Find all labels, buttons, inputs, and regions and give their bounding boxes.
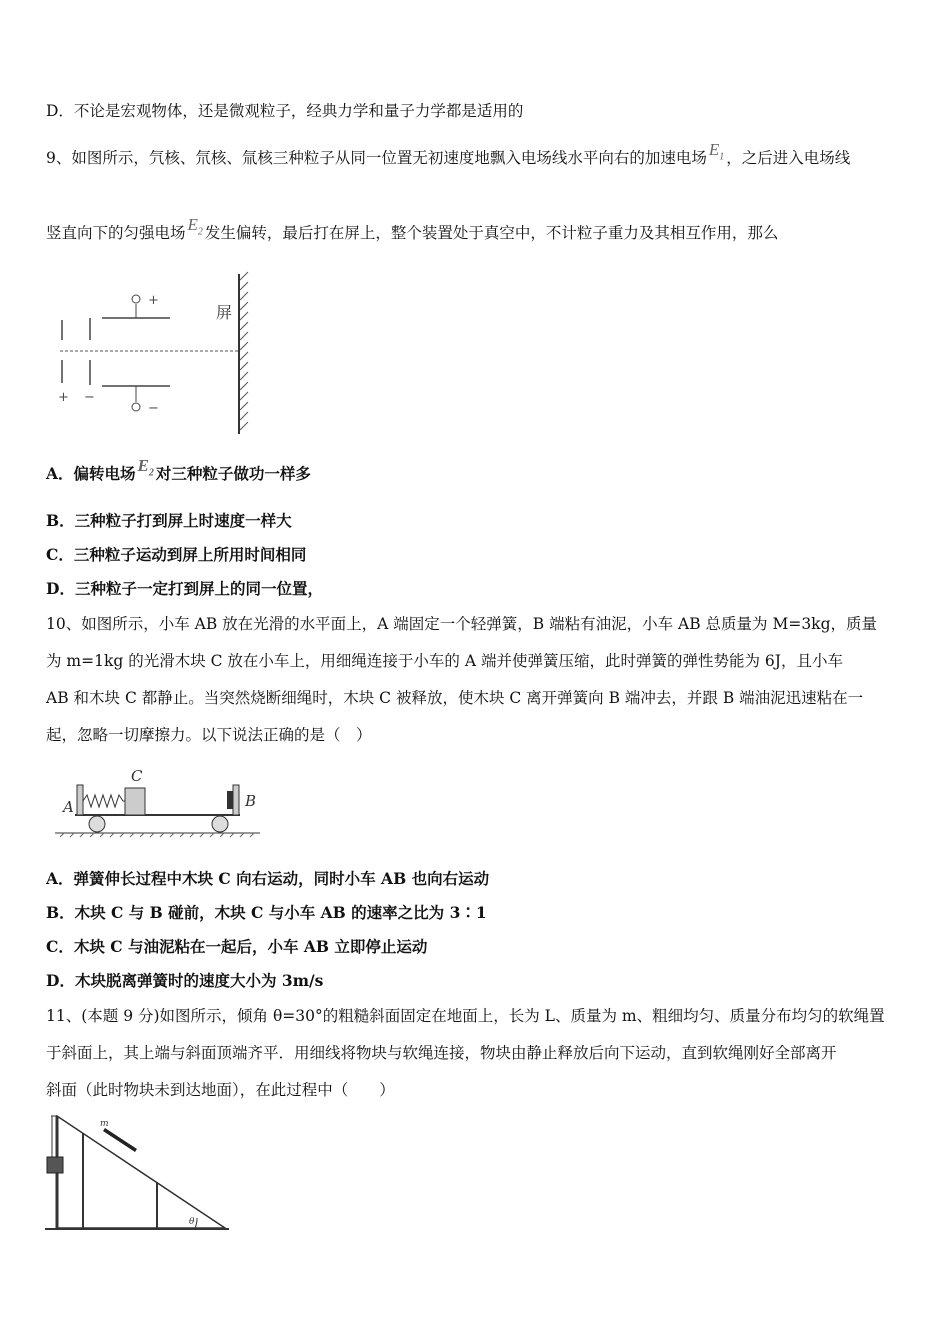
fig9-plus-left: +: [58, 390, 69, 405]
fig11-label-m: m: [100, 1119, 109, 1129]
fig11-label-theta: θ: [189, 1217, 195, 1227]
q10-figure: [55, 765, 265, 845]
fig9-minus-bottom: −: [148, 401, 159, 416]
q9-option-d: D．三种粒子一定打到屏上的同一位置，: [46, 579, 323, 598]
q9-figure: [50, 268, 260, 438]
q10-option-a: A．弹簧伸长过程中木块 C 向右运动，同时小车 AB 也向右运动: [46, 869, 490, 888]
q9-option-c: C．三种粒子运动到屏上所用时间相同: [46, 545, 307, 564]
q11-stem-line3: 斜面（此时物块未到达地面），在此过程中（ ）: [46, 1081, 395, 1099]
q10-option-c: C．木块 C 与油泥粘在一起后，小车 AB 立即停止运动: [46, 937, 428, 956]
q11-figure: [45, 1110, 230, 1235]
q11-stem-line1: 11、(本题 9 分)如图所示，倾角 θ=30°的粗糙斜面固定在地面上，长为 L、质量为 m、粗细均匀、质量分布均匀的软绳置: [46, 1007, 885, 1025]
q9-option-b: B．三种粒子打到屏上时速度一样大: [46, 511, 292, 530]
fig10-label-a: A: [63, 798, 74, 816]
fig9-plus-top: +: [148, 293, 159, 308]
e1-symbol: $E_1$: [708, 140, 725, 163]
q10-stem-line3: AB 和木块 C 都静止。当突然烧断细绳时，木块 C 被释放，使木块 C 离开弹簧向 B 端冲去，并跟 B 端油泥迅速粘在一: [46, 689, 864, 707]
q10-option-d: D．木块脱离弹簧时的速度大小为 3m/s: [46, 971, 324, 990]
fig10-label-b: B: [245, 792, 257, 810]
q10-option-b: B．木块 C 与 B 碰前，木块 C 与小车 AB 的速率之比为 3∶1: [46, 903, 487, 922]
q9-stem-line1: 9、如图所示，氕核、氘核、氚核三种粒子从同一位置无初速度地飘入电场线水平向右的加速电场 $E_1$ ，之后进入电场线: [46, 140, 851, 167]
q9-stem-line2: 竖直向下的匀强电场 $E_2$ 发生偏转，最后打在屏上，整个装置处于真空中，不计粒子重力及其相互作用，那么: [46, 215, 779, 242]
q9-option-a: A．偏转电场 $E_2$ 对三种粒子做功一样多: [46, 456, 311, 483]
q8-option-d: D．不论是宏观物体，还是微观粒子，经典力学和量子力学都是适用的: [46, 102, 524, 120]
fig10-label-c: C: [131, 767, 143, 785]
q10-stem-line1: 10、如图所示，小车 AB 放在光滑的水平面上，A 端固定一个轻弹簧，B 端粘有油泥，小车 AB 总质量为 M=3kg，质量: [46, 615, 878, 633]
q10-stem-line4: 起，忽略一切摩擦力。以下说法正确的是（ ）: [46, 726, 372, 744]
fig9-screen-label: 屏: [216, 303, 233, 322]
q10-stem-line2: 为 m=1kg 的光滑木块 C 放在小车上，用细绳连接于小车的 A 端并使弹簧压缩，此时弹簧的弹性势能为 6J，且小车: [46, 652, 843, 670]
q11-stem-line2: 于斜面上，其上端与斜面顶端齐平．用细线将物块与软绳连接，物块由静止释放后向下运动，直到软绳刚好全部离开: [46, 1044, 837, 1062]
e2-symbol-a: $E_2$: [137, 456, 154, 479]
fig9-minus-left: −: [84, 390, 95, 405]
e2-symbol: $E_2$: [187, 215, 203, 238]
